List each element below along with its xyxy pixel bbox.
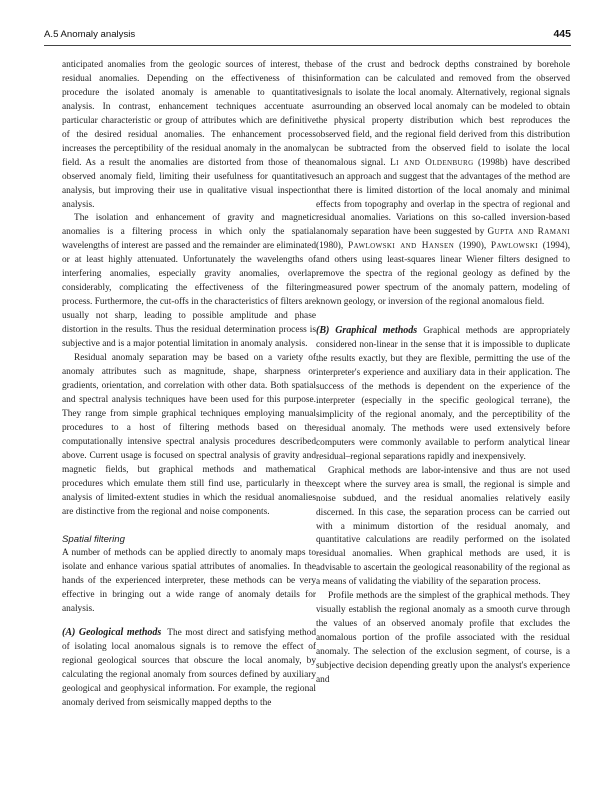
section-label: A.5 Anomaly analysis: [44, 29, 136, 40]
paragraph-text: (1994), and others using least-squares linear Wiener filters designed to remove the spectra of the regional geology as defined by the measured power spectrum of the anomaly pattern, modeling of known geology, or inversion of the regional anomalous field.: [316, 241, 571, 308]
right-column: [316, 59, 570, 688]
paragraph: [62, 626, 316, 711]
page-number: 445: [553, 28, 571, 40]
run-in-heading-graphical-methods: (B) Graphical methods: [316, 325, 418, 337]
run-in-heading-geological-methods: (A) Geological methods: [62, 627, 162, 639]
citation-author: Pawlowski: [490, 241, 539, 252]
left-column: [62, 59, 316, 711]
paragraph-text: The most direct and satisfying method of isolating local anomalous signals is to remove the effect of regional geological sources that obscure the local anomaly, by calculating the regional anomaly from sources defined by auxiliary geological and geophysical information. For example, the regional anomaly derived from seismically mapped depths to the: [62, 628, 316, 708]
paragraph: The isolation and enhancement of gravity and magnetic anomalies is a filtering process in which only the spatial wavelengths of interest are passed and the remainder are eliminated or at least highly attenuated. Unfortunately the wavelengths of interfering anomalies, especially gravity anomalies, overlap considerably, complicating the effectiveness of the filtering process. Furthermore, the cut-offs in the characteristics of filters are usually not sharp, leading to possible amplitude and phase distortion in the results. Thus the residual determination process is subjective and is a major potential limitation in anomaly analysis.: [62, 213, 316, 350]
paragraph-text: (1998b) have described such an approach and suggest that the advantages of the method are that there is limited distortion of the local anomaly and minimal effects from topography and overlap in the spectra of regional and residual anomalies. Variations on this so-called inversion-based anomaly separation have been suggested by: [316, 157, 570, 238]
paragraph: Profile methods are the simplest of the graphical methods. They visually establish the regional anomaly as a smooth curve through the values of an observed anomaly profile that excludes the anomalous portion of the profile associated with the residual anomaly. The selection of the exclusion segment, of course, is a subjective decision depending greatly upon the analyst's experience and: [316, 591, 570, 685]
section-heading-spatial-filtering: Spatial filtering: [62, 534, 125, 546]
paragraph: A number of methods can be applied directly to anomaly maps to isolate and enhance various spatial attributes of anomalies. In the hands of the experienced interpreter, these methods can be very effective in bringing out a wide range of anomaly details for analysis.: [62, 548, 316, 615]
paragraph: [316, 59, 570, 310]
paragraph: [316, 324, 570, 465]
paragraph-text: base of the crust and bedrock depths constrained by borehole information can be calculated and removed from the observed signals to isolate the local anomaly. Alternatively, regional signals surrounding an observed local anomaly can be modeled to obtain the physical property distribution which best reproduces the observed field, and the regional field derived from this distribution can be subtracted from the observed field to isolate the local anomalous signal.: [316, 60, 570, 168]
citation-author: Gupta and Ramani: [487, 227, 570, 238]
paragraph: anticipated anomalies from the geologic sources of interest, the residual anomalies. Depending on the effectiveness of this procedure the isolated anomaly is amenable to quantitative analysis. In contrast, enhancement techniques accentuate a particular characteristic or group of attributes which are definitive of the desired residual anomalies. The enhancement process increases the perceptibility of the residual anomaly in the anomaly field. As a result the anomalies are distorted from those of the observed anomaly field, limiting their usefulness for quantitative analysis, but improving their use in qualitative visual inspection analysis.: [62, 60, 316, 210]
citation-author: Pawlowski and Hansen: [347, 241, 455, 252]
running-header: [44, 29, 571, 46]
paragraph-text: (1980),: [316, 241, 344, 252]
paragraph: Graphical methods are labor-intensive and thus are not used except where the survey area is small, the regional is simple and noise subdued, and the residual anomalies relatively easily discerned. In this case, the separation process can be carried out with a minimum distortion of the residual anomaly, and quantitative calculations are readily performed on the isolated residual anomalies. When graphical methods are used, it is advisable to ascertain the geological reasonability of the regional as a means of validating the viability of the separation process.: [316, 465, 570, 588]
paragraph: Residual anomaly separation may be based on a variety of anomaly attributes such as magnitude, shape, sharpness or gradients, orientation, and correlation with other data. Both spatial and spectral analysis techniques have been used for this purpose. They range from simple graphical techniques employing manual procedures to a host of filtering methods based on the computationally intensive spectral analysis procedures described above. Current usage is focused on spectral analysis of gravity and magnetic fields, but graphical methods and mathematical procedures which emulate them still find use, particularly in the analysis of limited-extent studies in which the residual anomalies are distinctive from the regional and noise components.: [62, 353, 316, 517]
paragraph-text: (1990),: [458, 241, 487, 252]
paragraph-text: Graphical methods are appropriately considered non-linear in the sense that it is impossible to duplicate the results exactly, but they are flexible, permitting the use of the interpreter's experience and auxiliary data in their application. The success of the methods is dependent on the experience of the interpreter (especially in the specific geological terrane), the simplicity of the regional anomaly, and the perceptibility of the residual anomaly. The methods were used extensively before computers were commonly available to perform analytical linear residual–regional separations rapidly and inexpensively.: [316, 326, 571, 462]
citation-author: Li and Oldenburg: [390, 157, 474, 168]
